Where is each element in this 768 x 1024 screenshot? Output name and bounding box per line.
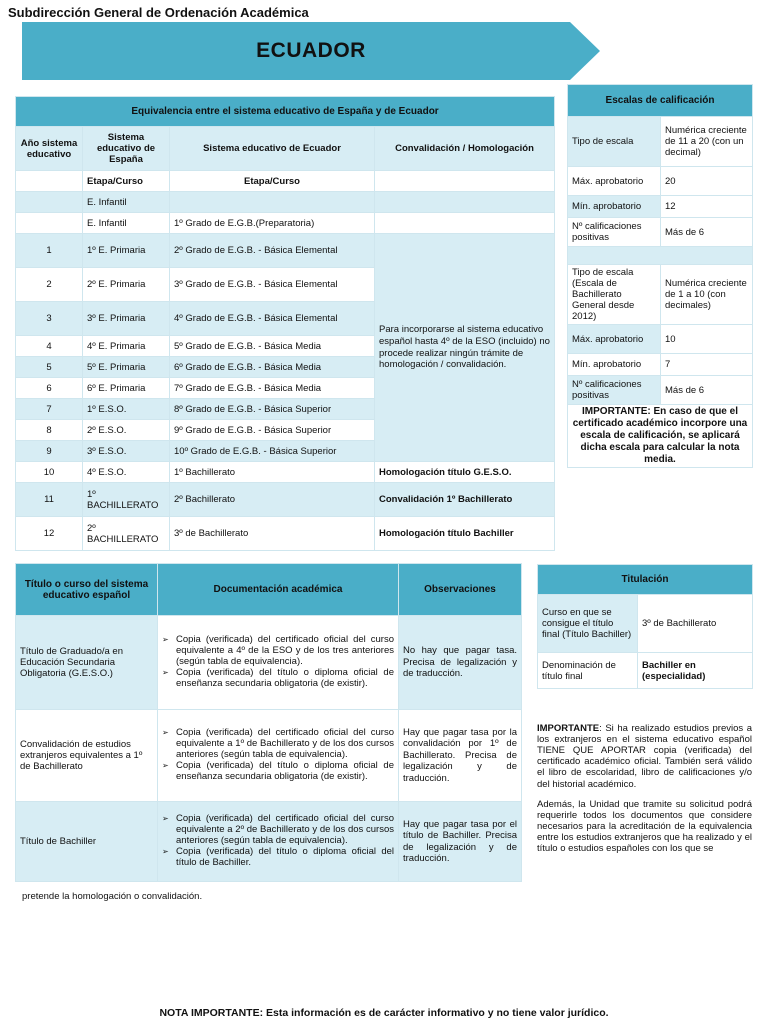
note-continuation: pretende la homologación o convalidación. bbox=[22, 891, 203, 902]
sub-ecuador: Etapa/Curso bbox=[170, 171, 375, 192]
qualification-table: Titulación Curso en que se consigue el título final (Título Bachiller) 3º de Bachillerato Denominación de título final Bachiller en (especialidad) bbox=[537, 564, 753, 689]
col-convalidation: Convalidación / Homologación bbox=[375, 127, 555, 171]
qualification-title: Titulación bbox=[538, 565, 753, 595]
col-docs: Documentación académica bbox=[158, 564, 399, 616]
table-row: 2 2º E. Primaria 3º Grado de E.G.B. - Básica Elemental bbox=[16, 268, 555, 302]
table-row: 12 2º BACHILLERATO 3º de Bachillerato Homologación título Bachiller bbox=[16, 517, 555, 551]
col-ecuador: Sistema educativo de Ecuador bbox=[170, 127, 375, 171]
table-row: 11 1º BACHILLERATO 2º Bachillerato Convalidación 1º Bachillerato bbox=[16, 483, 555, 517]
equivalence-table bbox=[15, 96, 555, 551]
organization-title: Subdirección General de Ordenación Académica bbox=[8, 5, 309, 20]
table-row: E. Infantil 1º Grado de E.G.B.(Preparatoria) bbox=[16, 213, 555, 234]
scales-important-note: IMPORTANTE: En caso de que el certificado académico incorpore una escala de calificación, se aplicará dicha escala para calcular la nota media. bbox=[568, 405, 753, 468]
equivalence-table-title: Equivalencia entre el sistema educativo de España y de Ecuador bbox=[16, 97, 555, 127]
table-row: 10 4º E.S.O. 1º Bachillerato Homologación título G.E.S.O. bbox=[16, 462, 555, 483]
table-row: 4 4º E. Primaria 5º Grado de E.G.B. - Básica Media bbox=[16, 336, 555, 357]
col-year: Año sistema educativo bbox=[16, 127, 83, 171]
sub-spain: Etapa/Curso bbox=[83, 171, 170, 192]
documentation-table bbox=[15, 563, 522, 882]
table-row: 9 3º E.S.O. 10º Grado de E.G.B. - Básica Superior bbox=[16, 441, 555, 462]
table-row: 6 6º E. Primaria 7º Grado de E.G.B. - Básica Media bbox=[16, 378, 555, 399]
col-spain: Sistema educativo de España bbox=[83, 127, 170, 171]
table-row: E. Infantil bbox=[16, 192, 555, 213]
table-row: 3 3º E. Primaria 4º Grado de E.G.B. - Básica Elemental bbox=[16, 302, 555, 336]
table-row: Convalidación de estudios extranjeros equivalentes a 1º de Bachillerato ➢ Copia (verificada) del certificado oficial del curso equivalente a 1º de Bachillerato y de los dos cursos anteriores (según tabla de equivalencia). ➢ Copia (verificada) del título o diploma oficial de enseñanza secundaria obligatoria (de existir). Hay que pagar tasa por la convalidación por 1º de Bachillerato. Precisa de legalización y de traducción. bbox=[16, 710, 522, 802]
important-previous-studies: IMPORTANTE: Si ha realizado estudios previos a los extranjeros en el sistema educativo español TIENE QUE APORTAR copia (verificada) del certificado académico oficial. También será válido el libro de escolaridad, libro de calificaciones y/o del historial académico. Además, la Unidad que tramite su solicitud podrá requerirle todos los documentos que considere necesarios para la acreditación de la equivalencia entre los estudios extranjeros que ha realizado y el título o estudios españoles con los que se bbox=[537, 723, 752, 855]
col-title: Título o curso del sistema educativo español bbox=[16, 564, 158, 616]
col-obs: Observaciones bbox=[399, 564, 522, 616]
table-row: Título de Bachiller ➢ Copia (verificada) del certificado oficial del curso equivalente a 2º de Bachillerato y de los dos cursos anteriores (según tabla de equivalencia). ➢ Copia (verificada) del título o diploma oficial del título de Bachiller. Hay que pagar tasa por el título de Bachiller. Precisa de legalización y de traducción. bbox=[16, 802, 522, 882]
scales-title: Escalas de calificación bbox=[568, 85, 753, 117]
grading-scales-table: Escalas de calificación Tipo de escala Numérica creciente de 11 a 20 (con un decimal) Máx. aprobatorio 20 Mín. aprobatorio 12 Nº calificaciones positivas Más de 6 Tipo de escala (Escala de Bachillerato General desde 2012) Numérica creciente de 1 a 10 (con decimales) Máx. aprobatorio 10 Mín. aprobatorio 7 Nº calificaciones positivas Más de 6 IMPORTANTE: En caso de que el certificado académico incorpore una escala de calificación, se aplicará dicha escala para calcular la nota media. bbox=[567, 84, 753, 468]
table-row: 1 1º E. Primaria 2º Grado de E.G.B. - Básica Elemental Para incorporarse al sistema educativo español hasta 4º de la ESO (incluido) no procede realizar ningún trámite de homologación / convalidación. bbox=[16, 234, 555, 268]
merged-note: Para incorporarse al sistema educativo español hasta 4º de la ESO (incluido) no procede realizar ningún trámite de homologación / convalidación. bbox=[375, 234, 555, 462]
table-row: 7 1º E.S.O. 8º Grado de E.G.B. - Básica Superior bbox=[16, 399, 555, 420]
table-row: Título de Graduado/a en Educación Secundaria Obligatoria (G.E.S.O.) ➢ Copia (verificada) del certificado oficial del curso equivalente a 4º de la ESO y de los tres anteriores (según tabla de equivalencia). ➢ Copia (verificada) del título o diploma oficial de enseñanza secundaria obligatoria (de existir). No hay que pagar tasa. Precisa de legalización y de traducción. bbox=[16, 616, 522, 710]
table-row: 8 2º E.S.O. 9º Grado de E.G.B. - Básica Superior bbox=[16, 420, 555, 441]
country-title: ECUADOR bbox=[256, 39, 366, 62]
footer-note: NOTA IMPORTANTE: Esta información es de carácter informativo y no tiene valor jurídico. bbox=[159, 1007, 609, 1019]
table-row: 5 5º E. Primaria 6º Grado de E.G.B. - Básica Media bbox=[16, 357, 555, 378]
